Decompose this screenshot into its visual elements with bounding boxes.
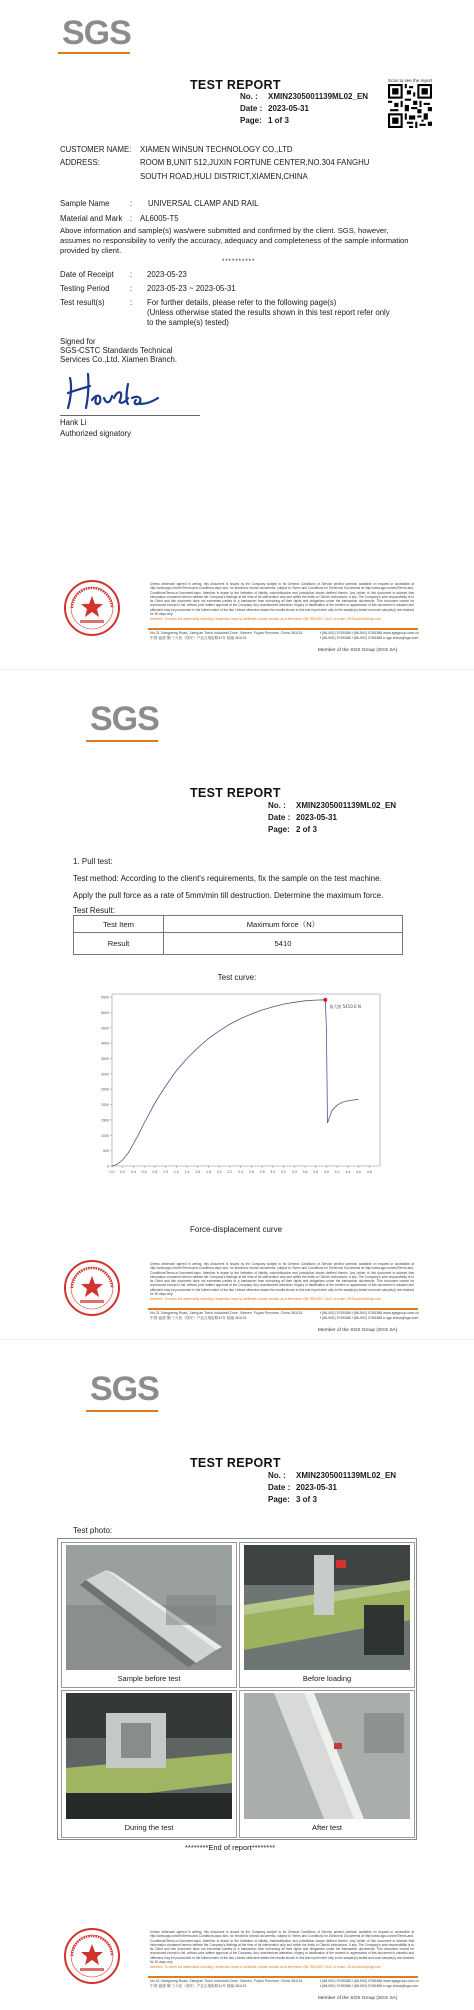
footer-rule bbox=[148, 1976, 418, 1978]
page-label: Page: bbox=[268, 1495, 290, 1504]
table-header-cell: Test Item bbox=[74, 916, 164, 933]
colon: : bbox=[130, 199, 133, 208]
footer-rule bbox=[148, 1308, 418, 1310]
x-tick-label: 0.2 bbox=[120, 1170, 126, 1174]
y-tick-label: 4500 bbox=[101, 1026, 109, 1031]
photo-caption: Before loading bbox=[302, 1674, 352, 1683]
sample-name-label: Sample Name bbox=[60, 199, 110, 208]
no-label: No. : bbox=[268, 801, 286, 810]
page-number: 1 of 3 bbox=[268, 116, 289, 125]
report-number: XMIN2305001139ML02_EN bbox=[268, 92, 369, 101]
no-label: No. : bbox=[240, 92, 258, 101]
before-loading-photo[interactable] bbox=[244, 1545, 410, 1670]
footer-address-cn: 中国·福建·厦门·火炬（翔安）产业区翔虹路31号 邮编 361101 bbox=[150, 636, 247, 640]
report-page-3 bbox=[0, 1340, 474, 2010]
y-tick-label: 1000 bbox=[101, 1133, 109, 1138]
official-seal-icon bbox=[62, 578, 122, 638]
y-tick-label: 1500 bbox=[101, 1118, 109, 1123]
report-title: TEST REPORT bbox=[190, 1456, 281, 1470]
report-title: TEST REPORT bbox=[190, 786, 281, 800]
x-tick-label: 1.8 bbox=[205, 1170, 211, 1174]
x-tick-label: 2.6 bbox=[248, 1170, 254, 1174]
photo-caption: Sample before test bbox=[117, 1674, 181, 1683]
test-apply: Apply the pull force as a rate of 5mm/min till destruction. Determine the maximum force. bbox=[73, 891, 384, 900]
x-tick-label: 0.6 bbox=[141, 1170, 147, 1174]
test-method: Test method: According to the client's requirements, fix the sample on the test machine. bbox=[73, 874, 382, 883]
footer-disclaimer: Unless otherwise agreed in writing, this document is issued by the Company subject to its General Conditions of Service printed overleaf, available on request or accessible at http://www.sgs.com/en/Terms-and-Conditions.aspx and, for electronic format documents, subject to Terms and Conditions for Electronic Documents at http://www.sgs.com/en/Terms-and-Conditions/Terms-e-Document.aspx. Attention is drawn to the limitation of liability, indemnification and jurisdiction issues defined therein. Any holder of this document is advised that information contained hereon reflects the Company's findings at the time of its intervention only and within the limits of Client's instructions, if any. The Company's sole responsibility is to its Client and this document does not exonerate parties to a transaction from exercising all their rights and obligations under the transaction documents. This document cannot be reproduced except in full, without prior written approval of the Company. Any unauthorized alteration, forgery or falsification of the content or appearance of this document is unlawful and offenders may be prosecuted to the fullest extent of the law. Unless otherwise stated the results shown in this test report refer only to the sample(s) tested and such sample(s) are retained for 30 days only. bbox=[150, 1262, 414, 1297]
footer-phone-en: t (86-592) 5765388 f (86-592) 5765388 www.sgsgroup.com.cn bbox=[320, 1311, 420, 1315]
footer-phone-cn: t (86-592) 5765388 f (86-592) 5765388 e sgs.china@sgs.com bbox=[320, 636, 419, 640]
table-row bbox=[74, 933, 403, 955]
x-tick-label: 2.0 bbox=[216, 1170, 222, 1174]
sgs-member: Member of the SGS Group (SGS SA) bbox=[318, 648, 398, 653]
official-seal-icon bbox=[62, 1926, 122, 1986]
photo-caption: During the test bbox=[124, 1823, 174, 1832]
max-force-point bbox=[323, 998, 327, 1002]
section-title: 1. Pull test: bbox=[73, 857, 113, 866]
sample-photo[interactable] bbox=[66, 1545, 232, 1670]
footer-disclaimer: Unless otherwise agreed in writing, this document is issued by the Company subject to its General Conditions of Service printed overleaf, available on request or accessible at http://www.sgs.com/en/Terms-and-Conditions.aspx and, for electronic format documents, subject to Terms and Conditions for Electronic Documents at http://www.sgs.com/en/Terms-and-Conditions/Terms-e-Document.aspx. Attention is drawn to the limitation of liability, indemnification and jurisdiction issues defined therein. Any holder of this document is advised that information contained hereon reflects the Company's findings at the time of its intervention only and within the limits of Client's instructions, if any. The Company's sole responsibility is to its Client and this document does not exonerate parties to a transaction from exercising all their rights and obligations under the transaction documents. This document cannot be reproduced except in full, without prior written approval of the Company. Any unauthorized alteration, forgery or falsification of the content or appearance of this document is unlawful and offenders may be prosecuted to the fullest extent of the law. Unless otherwise stated the results shown in this test report refer only to the sample(s) tested and such sample(s) are retained for 30 days only. bbox=[150, 582, 414, 617]
scan-text: Scan to see the report bbox=[388, 78, 433, 83]
page-label: Page: bbox=[268, 825, 290, 834]
footer-rule bbox=[148, 628, 418, 630]
photo-caption: After test bbox=[311, 1823, 342, 1832]
x-tick-label: 2.2 bbox=[227, 1170, 233, 1174]
footer-phone-en: t (86-592) 5765388 f (86-592) 5765388 www.sgsgroup.com.cn bbox=[320, 1979, 420, 1983]
material-value: AL6005-T5 bbox=[140, 214, 179, 223]
signed-org-2: Services Co.,Ltd. Xiamen Branch. bbox=[60, 355, 178, 364]
end-of-report: ********End of report******** bbox=[185, 1843, 276, 1852]
footer-phone-en: t (86-592) 5765388 f (86-592) 5765388 www.sgsgroup.com.cn bbox=[320, 631, 420, 635]
footer-attention: Attention: To check the authenticity of testing / inspection report & certificate, please contact us at telephone: (86-755) 8307 1443, or email: CN.Doccheck@sgs.com bbox=[150, 1297, 382, 1301]
curve-title: Test curve: bbox=[217, 973, 257, 982]
report-number: XMIN2305001139ML02_EN bbox=[296, 801, 397, 810]
statement-text: Above information and sample(s) was/were submitted and confirmed by the client. SGS, however, assumes no responsibility to verify the accuracy, adequacy and completeness of the sample information provided by client. bbox=[60, 226, 409, 255]
x-tick-label: 1.4 bbox=[184, 1170, 190, 1174]
results-line-2: (Unless otherwise stated the results shown in this test report refer only bbox=[147, 308, 390, 317]
receipt-label: Date of Receipt bbox=[60, 270, 114, 279]
photo-grid bbox=[57, 1538, 417, 1840]
during-test-photo[interactable] bbox=[66, 1693, 232, 1819]
customer-value: XIAMEN WINSUN TECHNOLOGY CO.,LTD bbox=[140, 145, 293, 154]
footer-phone-cn: t (86-592) 5765388 f (86-592) 5765388 e sgs.china@sgs.com bbox=[320, 1984, 419, 1988]
footer bbox=[0, 1926, 474, 2006]
x-tick-label: 3.8 bbox=[313, 1170, 319, 1174]
x-tick-label: 3.6 bbox=[302, 1170, 308, 1174]
footer-address-en: No.31 Xianghong Road, Xiang'an Torch Industrial Zone, Xiamen, Fujian Province, China 361101 bbox=[150, 1979, 303, 1983]
x-tick-label: 4.0 bbox=[323, 1170, 329, 1174]
footer-attention: Attention: To check the authenticity of testing / inspection report & certificate, please contact us at telephone: (86-755) 8307 1443, or email: CN.Doccheck@sgs.com bbox=[150, 1965, 382, 1969]
sample-name-value: UNIVERSAL CLAMP AND RAIL bbox=[148, 199, 259, 208]
signed-org-1: SGS-CSTC Standards Technical bbox=[60, 346, 173, 355]
plot-area bbox=[112, 994, 380, 1166]
curve-caption: Force-displacement curve bbox=[190, 1225, 283, 1234]
logo-underline bbox=[58, 52, 130, 54]
signature-image bbox=[62, 368, 162, 414]
y-tick-label: 4000 bbox=[101, 1041, 109, 1046]
report-page-1 bbox=[0, 0, 474, 670]
logo-underline bbox=[86, 1410, 158, 1412]
colon: : bbox=[130, 214, 133, 223]
logo-underline bbox=[86, 740, 158, 742]
report-title: TEST REPORT bbox=[190, 78, 281, 92]
footer bbox=[0, 578, 474, 658]
report-meta bbox=[268, 1470, 396, 1506]
x-tick-label: 4.6 bbox=[356, 1170, 362, 1174]
signatory-title: Authorized signatory bbox=[60, 429, 132, 438]
colon: : bbox=[130, 298, 133, 307]
x-tick-label: 0.4 bbox=[130, 1170, 136, 1174]
x-tick-label: 2.4 bbox=[238, 1170, 244, 1174]
footer-attention: Attention: To check the authenticity of testing / inspection report & certificate, please contact us at telephone: (86-755) 8307 1443, or email: CN.Doccheck@sgs.com bbox=[150, 617, 382, 621]
stars-divider: ********** bbox=[222, 259, 256, 265]
footer-address-en: No.31 Xianghong Road, Xiang'an Torch Industrial Zone, Xiamen, Fujian Province, China 361101 bbox=[150, 1311, 303, 1315]
table-cell: 5410 bbox=[164, 933, 403, 955]
x-tick-label: 4.8 bbox=[366, 1170, 372, 1174]
report-meta bbox=[240, 91, 368, 127]
sgs-logo: SGS bbox=[90, 700, 159, 738]
footer-address-en: No.31 Xianghong Road, Xiang'an Torch Industrial Zone, Xiamen, Fujian Province, China 361101 bbox=[150, 631, 303, 635]
sgs-member: Member of the SGS Group (SGS SA) bbox=[318, 1328, 398, 1333]
x-tick-label: 3.2 bbox=[281, 1170, 287, 1174]
table-cell: Result bbox=[74, 933, 164, 955]
signatory-name: Hank Li bbox=[60, 418, 87, 427]
signature-line bbox=[60, 415, 200, 416]
y-tick-label: 0 bbox=[107, 1164, 109, 1169]
x-tick-label: 1.6 bbox=[195, 1170, 201, 1174]
results-line-3: to the sample(s) tested) bbox=[147, 318, 229, 327]
colon: : bbox=[130, 270, 133, 279]
colon: : bbox=[130, 284, 133, 293]
signed-for: Signed for bbox=[60, 337, 96, 346]
result-table bbox=[73, 915, 403, 955]
address-line-1: ROOM B,UNIT 512,JUXIN FORTUNE CENTER,NO.304 FANGHU bbox=[140, 158, 370, 167]
report-date: 2023-05-31 bbox=[296, 813, 337, 822]
date-label: Date : bbox=[268, 813, 291, 822]
footer-address-cn: 中国·福建·厦门·火炬（翔安）产业区翔虹路31号 邮编 361101 bbox=[150, 1984, 247, 1988]
sgs-member: Member of the SGS Group (SGS SA) bbox=[318, 1996, 398, 2001]
y-tick-label: 500 bbox=[103, 1149, 109, 1154]
qr-code-icon[interactable] bbox=[388, 84, 432, 128]
date-label: Date : bbox=[240, 104, 263, 113]
report-number: XMIN2305001139ML02_EN bbox=[296, 1471, 397, 1480]
results-label: Test result(s) bbox=[60, 298, 105, 307]
y-tick-label: 3000 bbox=[101, 1072, 109, 1077]
x-tick-label: 2.8 bbox=[259, 1170, 265, 1174]
report-page-2 bbox=[0, 670, 474, 1340]
y-tick-label: 2000 bbox=[101, 1103, 109, 1108]
footer-address-cn: 中国·福建·厦门·火炬（翔安）产业区翔虹路31号 邮编 361101 bbox=[150, 1316, 247, 1320]
x-tick-label: 1.2 bbox=[173, 1170, 179, 1174]
page-number: 3 of 3 bbox=[296, 1495, 317, 1504]
results-line-1: For further details, please refer to the following page(s) bbox=[147, 298, 337, 307]
y-tick-label: 2500 bbox=[101, 1087, 109, 1092]
customer-label: CUSTOMER NAME: bbox=[60, 145, 132, 154]
report-meta bbox=[268, 800, 396, 836]
x-tick-label: 4.2 bbox=[334, 1170, 340, 1174]
footer-disclaimer: Unless otherwise agreed in writing, this document is issued by the Company subject to its General Conditions of Service printed overleaf, available on request or accessible at http://www.sgs.com/en/Terms-and-Conditions.aspx and, for electronic format documents, subject to Terms and Conditions for Electronic Documents at http://www.sgs.com/en/Terms-and-Conditions/Terms-e-Document.aspx. Attention is drawn to the limitation of liability, indemnification and jurisdiction issues defined therein. Any holder of this document is advised that information contained hereon reflects the Company's findings at the time of its intervention only and within the limits of Client's instructions, if any. The Company's sole responsibility is to its Client and this document does not exonerate parties to a transaction from exercising all their rights and obligations under the transaction documents. This document cannot be reproduced except in full, without prior written approval of the Company. Any unauthorized alteration, forgery or falsification of the content or appearance of this document is unlawful and offenders may be prosecuted to the fullest extent of the law. Unless otherwise stated the results shown in this test report refer only to the sample(s) tested and such sample(s) are retained for 30 days only. bbox=[150, 1930, 414, 1965]
x-tick-label: 1.0 bbox=[163, 1170, 169, 1174]
no-label: No. : bbox=[268, 1471, 286, 1480]
x-tick-label: 0.0 bbox=[109, 1170, 115, 1174]
max-force-annotation: 最大值 5410.0 N bbox=[329, 1003, 361, 1009]
after-test-photo[interactable] bbox=[244, 1693, 410, 1819]
y-tick-label: 5500 bbox=[101, 995, 109, 1000]
address-line-2: SOUTH ROAD,HULI DISTRICT,XIAMEN,CHINA bbox=[140, 172, 308, 181]
period-value: 2023-05-23 ~ 2023-05-31 bbox=[147, 284, 236, 293]
x-tick-label: 0.8 bbox=[152, 1170, 158, 1174]
footer-phone-cn: t (86-592) 5765388 f (86-592) 5765388 e sgs.china@sgs.com bbox=[320, 1316, 419, 1320]
test-photo-label: Test photo: bbox=[73, 1526, 113, 1535]
report-date: 2023-05-31 bbox=[268, 104, 309, 113]
period-label: Testing Period bbox=[60, 284, 110, 293]
sgs-logo: SGS bbox=[62, 14, 131, 52]
official-seal-icon bbox=[62, 1258, 122, 1318]
y-tick-label: 3500 bbox=[101, 1057, 109, 1061]
page-label: Page: bbox=[240, 116, 262, 125]
y-tick-label: 5000 bbox=[101, 1010, 109, 1015]
material-label: Material and Mark bbox=[60, 214, 123, 223]
date-label: Date : bbox=[268, 1483, 291, 1492]
report-date: 2023-05-31 bbox=[296, 1483, 337, 1492]
receipt-value: 2023-05-23 bbox=[147, 270, 187, 279]
x-tick-label: 3.4 bbox=[291, 1170, 297, 1174]
footer bbox=[0, 1258, 474, 1338]
page-number: 2 of 3 bbox=[296, 825, 317, 834]
address-label: ADDRESS: bbox=[60, 158, 100, 167]
sgs-logo: SGS bbox=[90, 1370, 159, 1408]
force-displacement-chart bbox=[88, 988, 388, 1184]
table-header-cell: Maximum force（N） bbox=[164, 916, 403, 933]
table-header-row bbox=[74, 916, 403, 933]
x-tick-label: 4.4 bbox=[345, 1170, 351, 1174]
x-tick-label: 3.0 bbox=[270, 1170, 276, 1174]
test-result-label: Test Result: bbox=[73, 906, 115, 915]
